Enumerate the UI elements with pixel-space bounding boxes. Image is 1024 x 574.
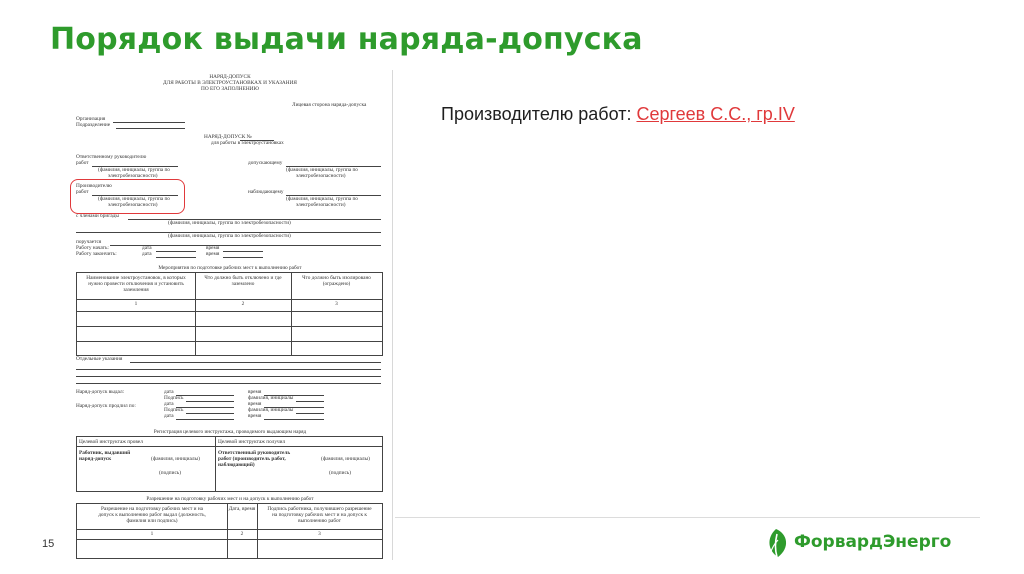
doc-line: [76, 383, 381, 384]
table-header: (ограждено): [322, 281, 351, 287]
table-divider: [77, 539, 382, 540]
doc-fio-group: (фамилия, инициалы, группа по: [98, 167, 170, 173]
doc-line: [176, 407, 234, 408]
table-cell: Ответственный руководитель: [218, 450, 291, 456]
table-header: Наименование электроустановок, в которых: [86, 275, 186, 281]
doc-producer: Производителю: [76, 183, 112, 189]
table-cell: (фамилия, инициалы): [321, 456, 370, 462]
logo-text: ФорвардЭнерго: [794, 532, 952, 552]
doc-safety: электробезопасности): [296, 173, 346, 179]
page-number: 15: [42, 538, 55, 550]
table-header: нужно провести отключения и установить: [88, 281, 184, 287]
doc-date: дата: [164, 401, 174, 407]
doc-time: время: [248, 389, 262, 395]
doc-line: [223, 257, 263, 258]
table-cell: работ (производитель работ,: [218, 456, 286, 462]
doc-responsible: Ответственному руководителю: [76, 154, 147, 160]
leaf-icon: [762, 526, 792, 560]
producer-label: Производителю работ:: [441, 104, 632, 124]
doc-issued: Наряд-допуск выдал:: [76, 389, 125, 395]
doc-line: [264, 419, 324, 420]
work-permit-document: [68, 70, 393, 560]
doc-front-side: Лицевая сторона наряда-допуска: [292, 102, 367, 108]
doc-finish: Работу закончить:: [76, 251, 117, 257]
doc-safety: электробезопасности): [108, 173, 158, 179]
doc-subdivision: Подразделение: [76, 122, 111, 128]
doc-permission-table: [76, 503, 383, 559]
doc-fio-group: (фамилия, инициалы, группа по: [98, 196, 170, 202]
doc-line: [186, 413, 234, 414]
doc-line: [176, 419, 234, 420]
doc-date: дата: [164, 389, 174, 395]
doc-time: время: [248, 413, 262, 419]
doc-fio-group: (фамилия, инициалы, группа по: [286, 196, 358, 202]
table-cell: (фамилия, инициалы): [151, 456, 200, 462]
doc-date: дата: [142, 245, 152, 251]
doc-permission-title: Разрешение на подготовку рабочих мест и на допуск к выполнению работ: [146, 496, 314, 502]
doc-brigade: с членами бригады: [76, 213, 119, 219]
doc-fio-group: (фамилия, инициалы, группа по: [286, 167, 358, 173]
doc-signature: Подпись: [164, 395, 184, 401]
table-divider: [77, 529, 382, 530]
table-header: Целевой инструктаж получил: [218, 439, 286, 445]
doc-supervisor: наблюдающему: [248, 189, 284, 195]
table-cell: (подпись): [329, 470, 351, 476]
table-header: Подпись работника, получившего разрешение: [267, 506, 372, 512]
doc-line: [156, 257, 196, 258]
table-header: Что должно быть изолировано: [302, 275, 371, 281]
doc-line: [176, 395, 234, 396]
doc-line: [113, 122, 185, 123]
doc-time: время: [206, 251, 220, 257]
doc-permit-no: НАРЯД-ДОПУСК №: [204, 134, 252, 140]
table-divider: [77, 341, 382, 342]
producer-highlight: [70, 179, 185, 214]
table-header: Что должно быть отключено и где: [204, 275, 282, 281]
table-cell: наблюдающий): [218, 462, 255, 468]
table-col-number: 1: [134, 301, 138, 307]
producer-info: [441, 104, 795, 125]
table-divider: [77, 326, 382, 327]
doc-fio-full: (фамилия, инициалы, группа по электробезопасности): [168, 220, 291, 226]
doc-date: дата: [142, 251, 152, 257]
doc-briefing-title: Регистрация целевого инструктажа, проводимого выдающим наряд: [153, 429, 307, 435]
doc-special: Отдельные указания: [76, 356, 123, 362]
doc-line: [76, 376, 381, 377]
table-cell: Работник, выдавший: [79, 450, 131, 456]
doc-for-work: для работы в электроустановках: [211, 140, 284, 146]
doc-line: [76, 369, 381, 370]
table-col-number: 2: [240, 531, 244, 537]
table-header: Разрешение на подготовку рабочих мест и на: [100, 506, 204, 512]
footer-divider: [395, 517, 980, 518]
table-col-number: 1: [150, 531, 154, 537]
doc-admitting: допускающему: [248, 160, 283, 166]
slide-title: Порядок выдачи наряда-допуска: [50, 22, 643, 57]
doc-header-3: ПО ЕГО ЗАПОЛНЕНИЮ: [201, 86, 259, 92]
doc-time: время: [206, 245, 220, 251]
doc-line: [116, 128, 185, 129]
table-header: на подготовку рабочих мест и на допуск к: [272, 512, 367, 518]
doc-line: [186, 401, 234, 402]
doc-line: [296, 401, 324, 402]
doc-measures-title: Мероприятия по подготовке рабочих мест к выполнению работ: [158, 265, 302, 271]
table-header: допуск к выполнению работ выдал (должность,: [98, 512, 206, 518]
doc-briefing-table: [76, 436, 383, 492]
doc-header-1: НАРЯД-ДОПУСК: [209, 74, 251, 80]
doc-safety: электробезопасности): [296, 202, 346, 208]
doc-fio-full: (фамилия, инициалы, группа по электробезопасности): [168, 233, 291, 239]
doc-line: [223, 251, 263, 252]
doc-extended: Наряд-допуск продлил по:: [76, 403, 136, 409]
doc-assigned: поручается: [76, 239, 102, 245]
table-divider: [77, 311, 382, 312]
table-header: выполнению работ: [298, 518, 341, 524]
table-cell: наряд-допуск: [79, 456, 112, 462]
doc-signature: Подпись: [164, 407, 184, 413]
table-header: фамилия или подпись): [126, 518, 178, 524]
doc-time: время: [248, 401, 262, 407]
doc-safety: электробезопасности): [108, 202, 158, 208]
table-col-number: 3: [318, 531, 321, 537]
table-cell: (подпись): [159, 470, 181, 476]
doc-line: [296, 413, 324, 414]
table-header: заземления: [123, 287, 149, 293]
doc-header-2: ДЛЯ РАБОТЫ В ЭЛЕКТРОУСТАНОВКАХ И УКАЗАНИЯ: [163, 80, 297, 86]
doc-date: дата: [164, 413, 174, 419]
table-col-number: 3: [335, 301, 338, 307]
table-header: Дата, время: [228, 506, 256, 512]
table-divider: [77, 299, 382, 300]
table-divider: [77, 446, 382, 447]
producer-name-link[interactable]: Сергеев С.С., гр.IV: [636, 104, 795, 124]
table-header: Целевой инструктаж провел: [79, 439, 143, 445]
doc-fio-short: фамилия, инициалы: [248, 395, 294, 401]
doc-line: [156, 251, 196, 252]
doc-work: работ: [76, 160, 89, 166]
doc-fio-short: фамилия, инициалы: [248, 407, 294, 413]
doc-line: [130, 362, 381, 363]
doc-start: Работу начать:: [76, 245, 109, 251]
table-header: заземлено: [231, 281, 255, 287]
table-col-number: 2: [241, 301, 245, 307]
doc-measures-table: [76, 272, 383, 356]
doc-organization: Организация: [76, 116, 106, 122]
doc-work: работ: [76, 189, 89, 195]
